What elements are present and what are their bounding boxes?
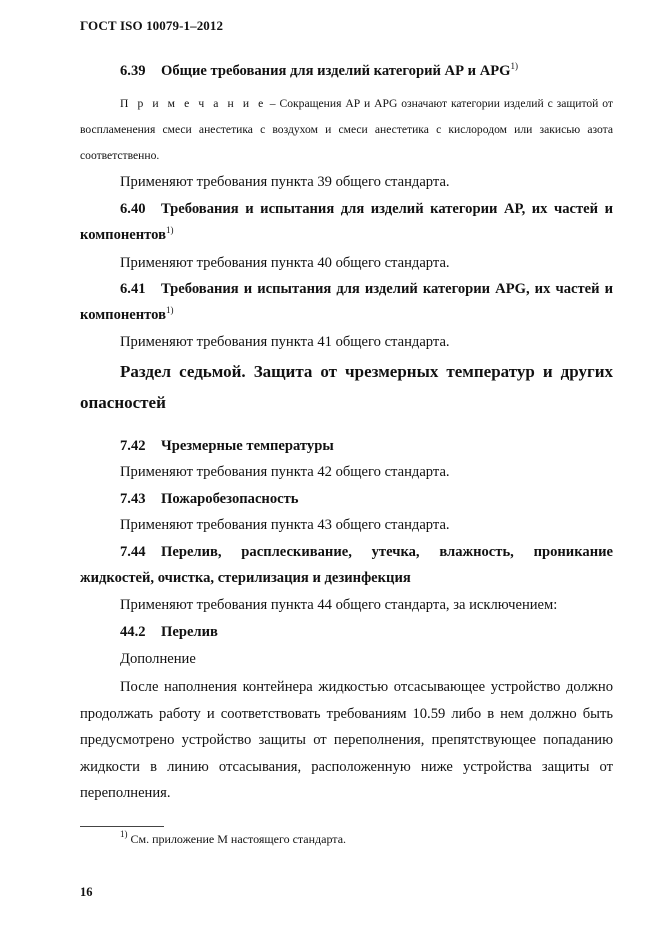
- clause-6-41-heading: [80, 276, 613, 328]
- clause-title: Пожаробезопасность: [161, 491, 299, 507]
- footnote-mark: 1): [120, 829, 128, 839]
- clause-6-39-body: [80, 169, 613, 195]
- clause-6-41-body: [80, 329, 613, 355]
- clause-body: Применяют требования пункта 40 общего стандарта.: [120, 255, 450, 271]
- clause-44-2-addition: [80, 646, 613, 672]
- footnote: [120, 829, 347, 847]
- section-7-heading: [80, 356, 613, 418]
- note-label: П р и м е ч а н и е: [120, 97, 266, 110]
- clause-number: 7.44: [120, 544, 146, 560]
- clause-body: Применяют требования пункта 39 общего стандарта.: [120, 174, 450, 190]
- clause-title: Требования и испытания для изделий категории APG, их частей и компонентов: [80, 281, 613, 323]
- footnote-ref: 1): [165, 305, 174, 315]
- clause-7-44-body: [80, 592, 613, 618]
- clause-44-2-body: [80, 674, 613, 807]
- clause-body: Применяют требования пункта 43 общего стандарта.: [120, 517, 450, 533]
- addition-label: Дополнение: [120, 651, 196, 667]
- page-number: 16: [80, 885, 93, 899]
- clause-body: Применяют требования пункта 44 общего стандарта, за исключением:: [120, 597, 558, 613]
- clause-title: Перелив: [161, 624, 218, 640]
- clause-number: 6.41: [120, 281, 146, 297]
- document-header: ГОСТ ISO 10079-1–2012: [80, 18, 224, 33]
- clause-number: 6.39: [120, 63, 146, 79]
- clause-number: 7.43: [120, 491, 146, 507]
- clause-7-43-heading: [80, 486, 613, 512]
- footnote-text: См. приложение М настоящего стандарта.: [127, 832, 347, 846]
- clause-body: Применяют требования пункта 42 общего стандарта.: [120, 464, 450, 480]
- footnote-divider: [80, 826, 164, 827]
- footnote-ref: 1): [510, 61, 519, 71]
- clause-7-43-body: [80, 512, 613, 538]
- footnote-ref: 1): [165, 225, 174, 235]
- clause-number: 6.40: [120, 201, 146, 217]
- clause-title: Чрезмерные температуры: [161, 438, 334, 454]
- clause-body: После наполнения контейнера жидкостью отсасывающее устройство должно продолжать работу и соответствовать требованиям 10.59 либо в нем должно быть предусмотрено устройство защиты от переполнения, препятствующее попаданию жидкости в линию отсасывания, расположенную ниже устройства защиты от переполнения.: [80, 679, 613, 801]
- clause-7-42-body: [80, 459, 613, 485]
- clause-6-40-heading: [80, 196, 613, 248]
- clause-6-40-body: [80, 250, 613, 276]
- clause-number: 7.42: [120, 438, 146, 454]
- clause-6-39-heading: [80, 58, 613, 84]
- clause-title: Перелив, расплескивание, утечка, влажность, проникание жидкостей, очистка, стерилизация и дезинфекция: [80, 544, 613, 586]
- clause-number: 44.2: [120, 624, 146, 640]
- clause-44-2-heading: [80, 619, 613, 645]
- clause-title: Требования и испытания для изделий категории АР, их частей и компонентов: [80, 201, 613, 243]
- section-title: Раздел седьмой. Защита от чрезмерных температур и других опасностей: [80, 362, 613, 412]
- clause-7-44-heading: [80, 539, 613, 591]
- clause-body: Применяют требования пункта 41 общего стандарта.: [120, 334, 450, 350]
- clause-6-39-note: [80, 91, 613, 169]
- note-text: – Сокращения АР и APG означают категории изделий с защитой от воспламенения смеси анестетика с воздухом и смеси анестетика с кислородом или закисью азота соответственно.: [80, 97, 613, 162]
- clause-title: Общие требования для изделий категорий АР и APG: [161, 63, 511, 79]
- clause-7-42-heading: [80, 433, 613, 459]
